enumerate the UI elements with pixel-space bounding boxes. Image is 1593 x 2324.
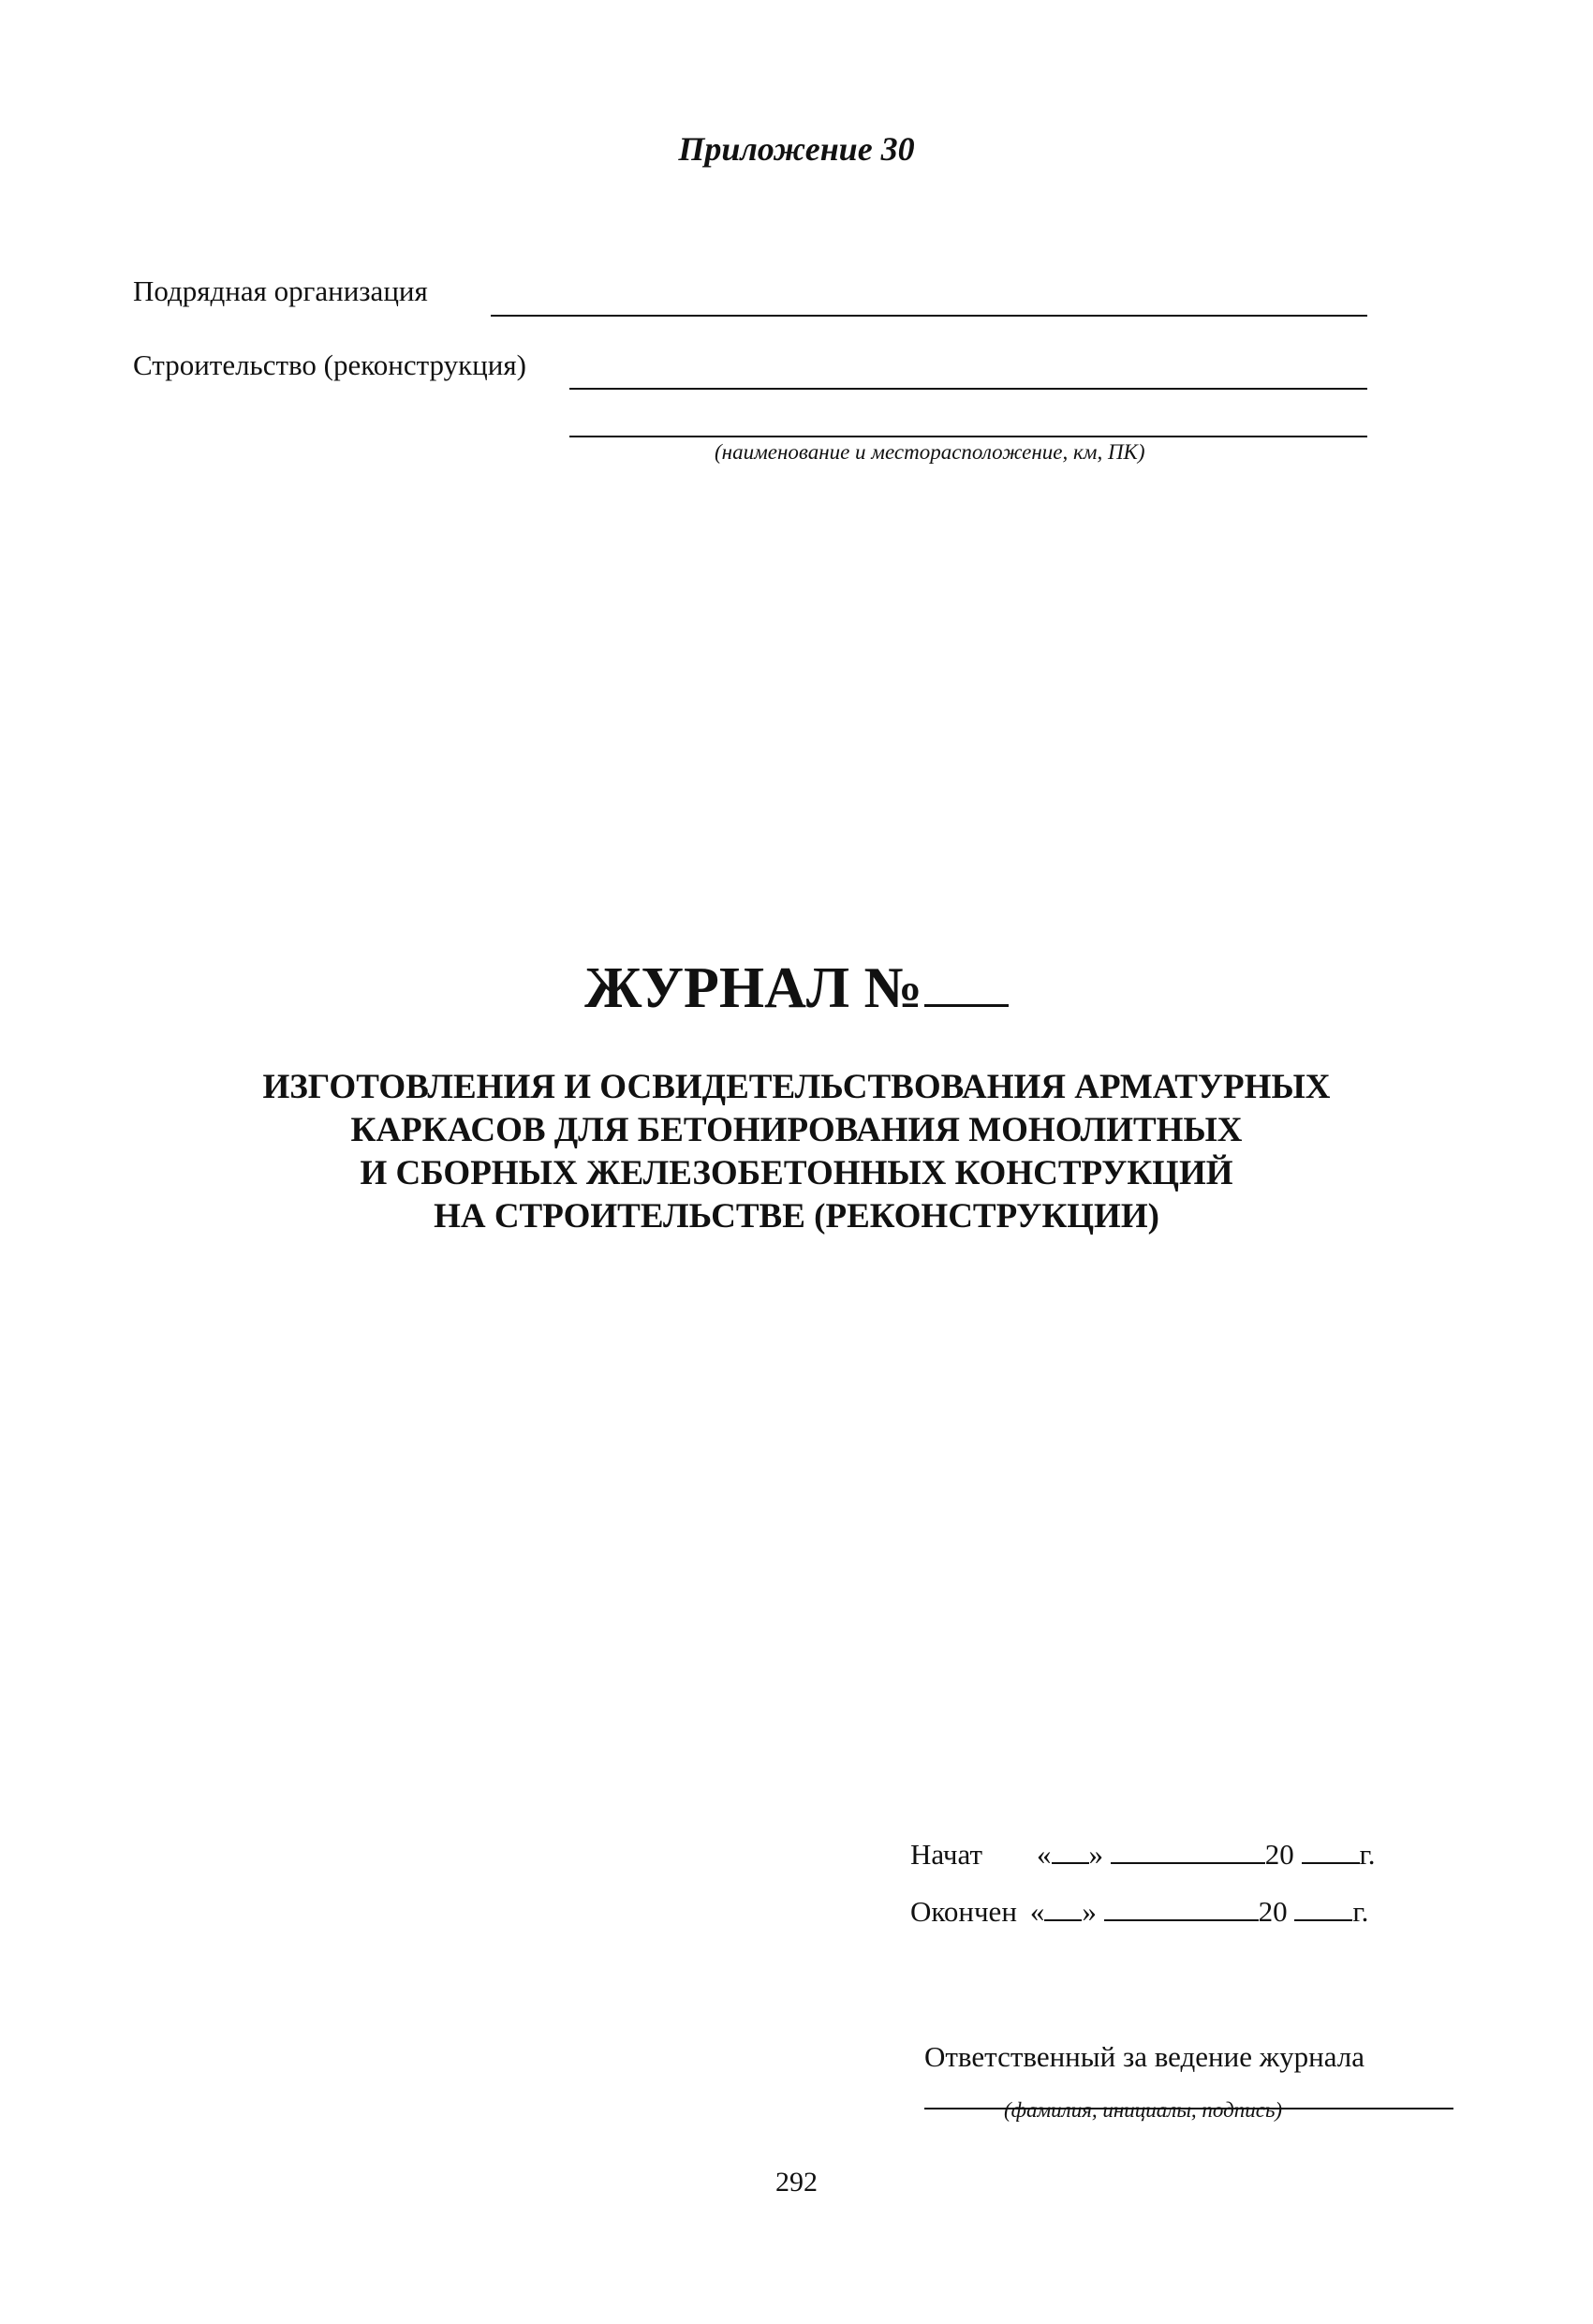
page-number: 292 <box>775 2167 818 2198</box>
journal-title <box>0 955 1593 1022</box>
location-fill-line <box>569 436 1367 437</box>
responsible-label: Ответственный за ведение журнала <box>924 2040 1364 2073</box>
started-label: Начат <box>910 1838 983 1871</box>
journal-subtitle <box>0 1066 1593 1238</box>
century: 20 <box>1264 1838 1294 1871</box>
close-quote: » <box>1082 1895 1097 1928</box>
construction-fill-line <box>569 388 1367 390</box>
appendix-heading: Приложение 30 <box>678 130 915 168</box>
year-blank <box>1294 1895 1352 1921</box>
subtitle-line: НА СТРОИТЕЛЬСТВЕ (РЕКОНСТРУКЦИИ) <box>434 1197 1159 1236</box>
close-quote: » <box>1088 1838 1104 1871</box>
year-blank <box>1302 1838 1360 1864</box>
journal-title-text: ЖУРНАЛ № <box>584 956 922 1020</box>
subtitle-line: ИЗГОТОВЛЕНИЯ И ОСВИДЕТЕЛЬСТВОВАНИЯ АРМАТУРНЫХ <box>262 1068 1331 1106</box>
construction-label: Строительство (реконструкция) <box>133 348 526 381</box>
contractor-label: Подрядная организация <box>133 274 428 307</box>
century: 20 <box>1258 1895 1288 1928</box>
month-blank <box>1104 1895 1259 1921</box>
journal-number-blank <box>924 955 1009 1007</box>
year-suffix: г. <box>1359 1838 1376 1871</box>
location-caption: (наименование и месторасположение, км, ПК) <box>715 440 1145 464</box>
month-blank <box>1111 1838 1265 1864</box>
started-date-row <box>910 1838 1375 1872</box>
subtitle-line: КАРКАСОВ ДЛЯ БЕТОНИРОВАНИЯ МОНОЛИТНЫХ <box>350 1111 1243 1149</box>
responsible-caption: (фамилия, инициалы, подпись) <box>1004 2098 1283 2122</box>
finished-label: Окончен <box>910 1895 1017 1928</box>
day-blank <box>1044 1895 1082 1921</box>
open-quote: « <box>1037 1838 1052 1871</box>
year-suffix: г. <box>1352 1895 1369 1928</box>
open-quote: « <box>1029 1895 1045 1928</box>
finished-date-row <box>910 1895 1368 1929</box>
subtitle-line: И СБОРНЫХ ЖЕЛЕЗОБЕТОННЫХ КОНСТРУКЦИЙ <box>360 1154 1233 1192</box>
day-blank <box>1052 1838 1089 1864</box>
contractor-fill-line <box>491 315 1367 317</box>
